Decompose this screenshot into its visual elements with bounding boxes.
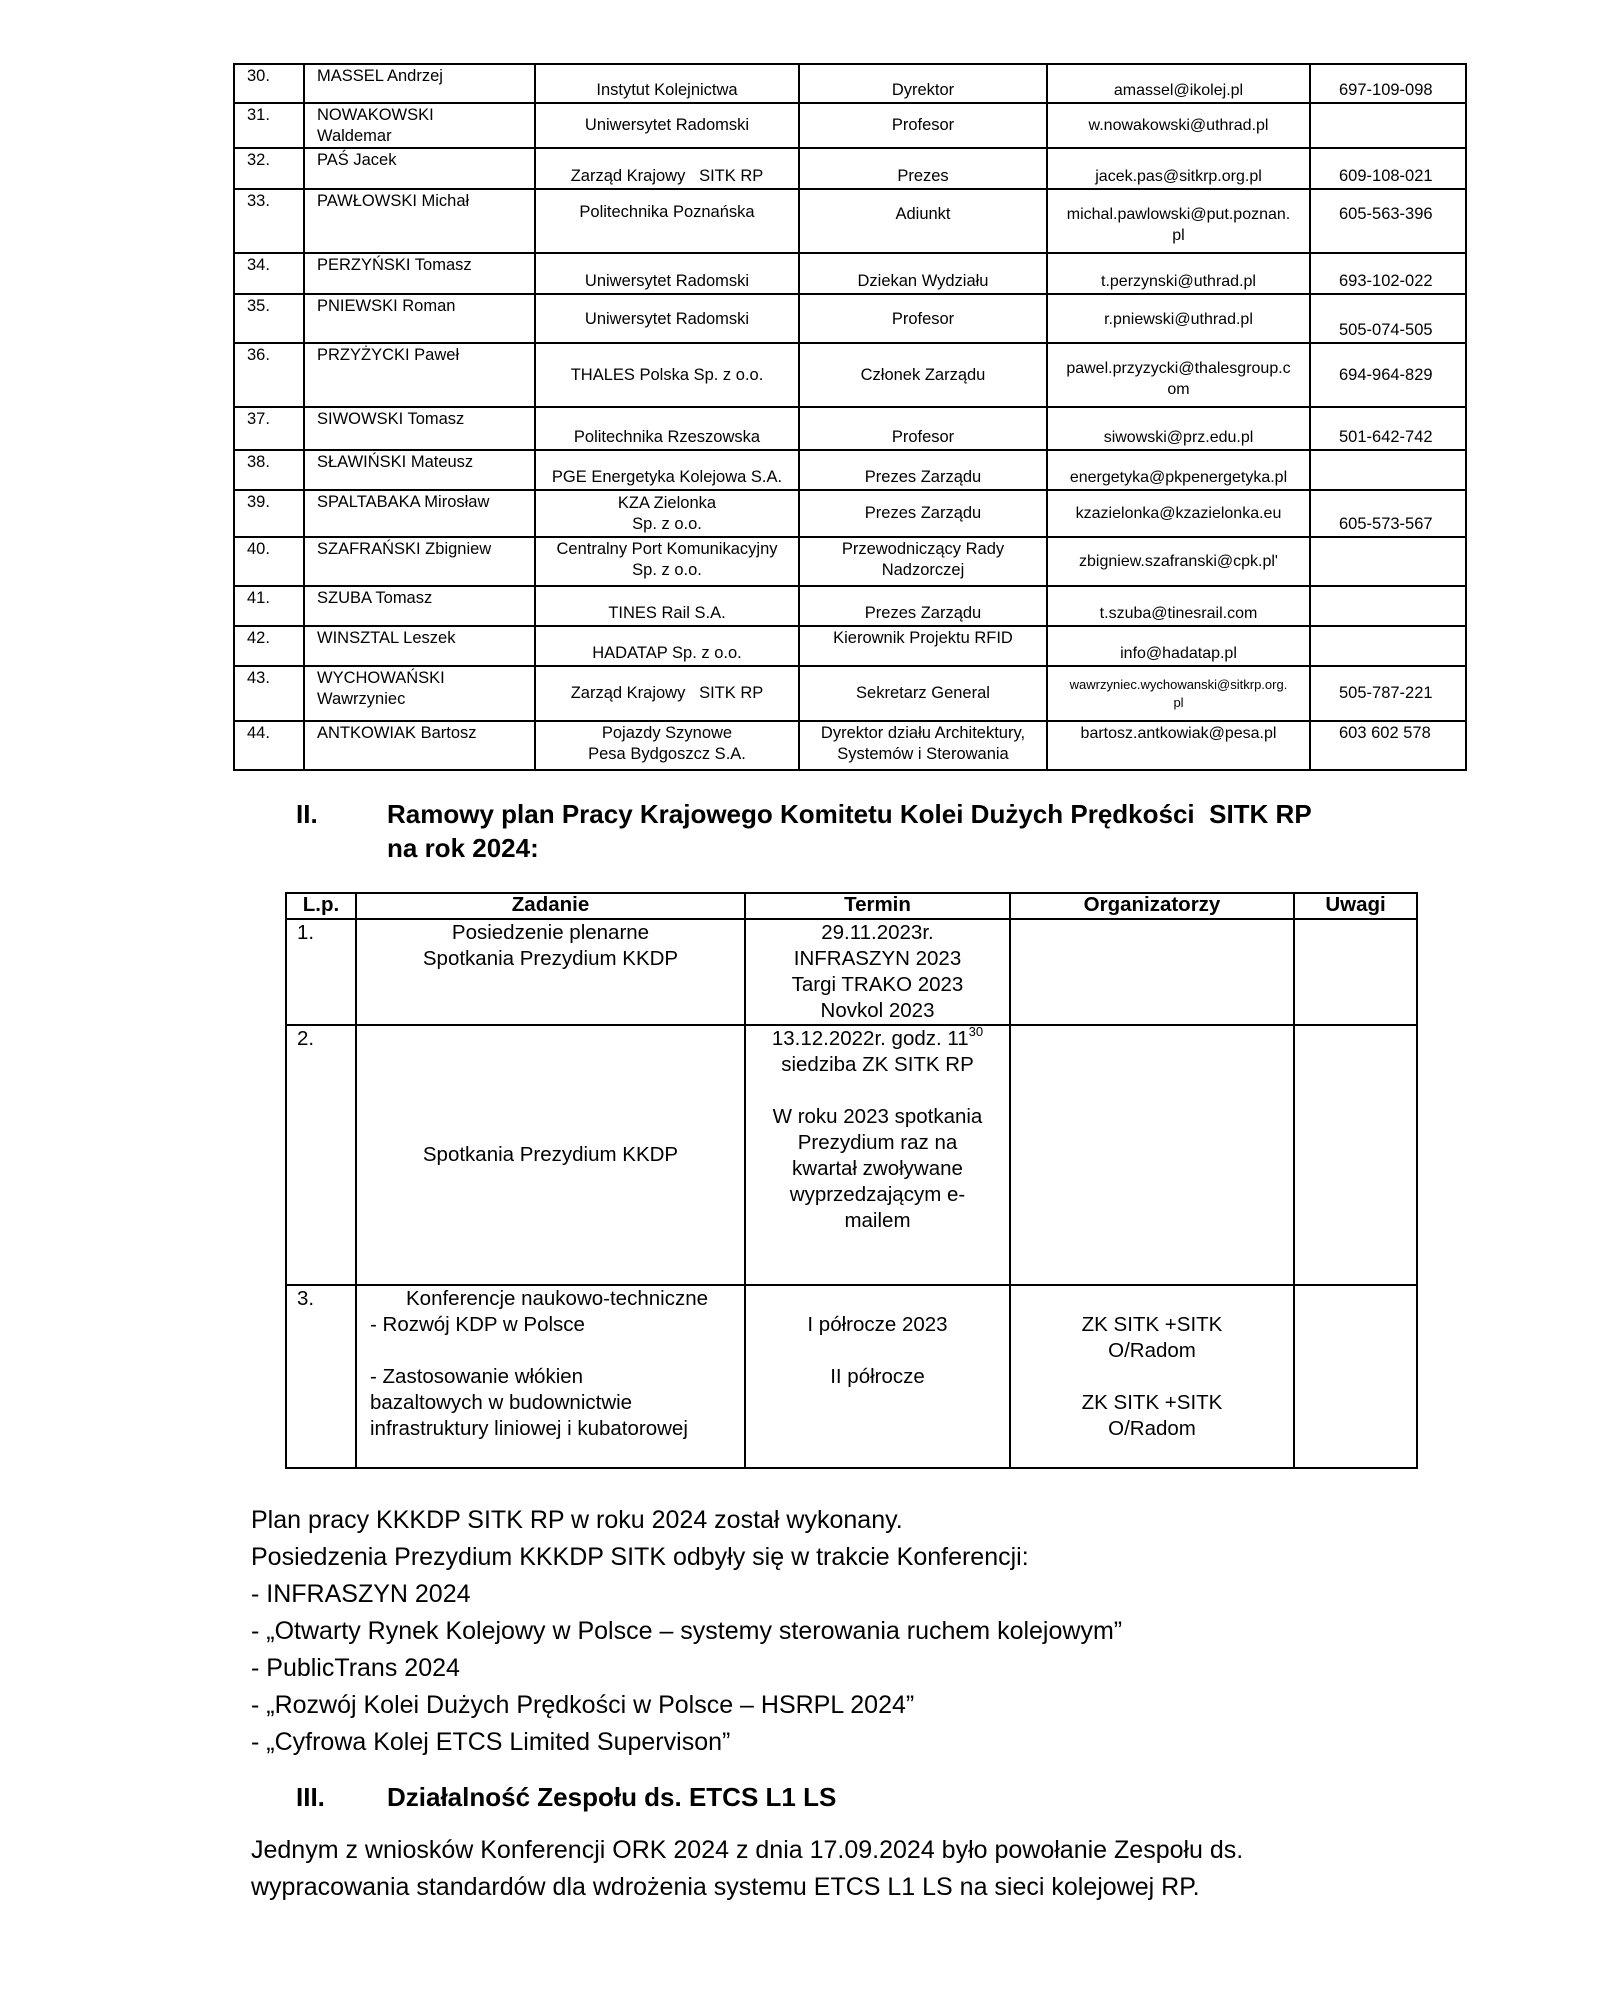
plan-term: 13.12.2022r. godz. $11^{30}$ siedziba ZK SITK RP W roku 2023 spotkania Prezydium raz na kwartał zwoływane wyprzedzającym e- mailem bbox=[745, 1025, 1010, 1285]
member-name: SPALTABAKA Mirosław bbox=[304, 490, 535, 537]
header-notes: Uwagi bbox=[1294, 893, 1417, 919]
member-organization: Uniwersytet Radomski bbox=[535, 294, 799, 343]
member-position: Przewodniczący Rady Nadzorczej bbox=[799, 537, 1047, 586]
summary-list-item: - PublicTrans 2024 bbox=[251, 1654, 460, 1682]
member-email: w.nowakowski@uthrad.pl bbox=[1047, 103, 1310, 148]
member-row bbox=[234, 490, 1466, 537]
section-title: Ramowy plan Pracy Krajowego Komitetu Kolei Dużych Prędkości SITK RP na rok 2024: bbox=[387, 799, 1312, 863]
final-paragraph bbox=[251, 1832, 1243, 1906]
member-position: Kierownik Projektu RFID bbox=[799, 626, 1047, 666]
summary-list-item: - „Otwarty Rynek Kolejowy w Polsce – systemy sterowania ruchem kolejowym” bbox=[251, 1617, 1123, 1645]
member-phone: 609-108-021 bbox=[1310, 148, 1466, 189]
member-number: 31. bbox=[234, 103, 304, 148]
member-name: PERZYŃSKI Tomasz bbox=[304, 253, 535, 294]
member-email: wawrzyniec.wychowanski@sitkrp.org. pl bbox=[1047, 666, 1310, 721]
member-phone: 603 602 578 bbox=[1310, 721, 1466, 770]
member-phone: 605-563-396 bbox=[1310, 189, 1466, 253]
member-name: SIWOWSKI Tomasz bbox=[304, 407, 535, 450]
member-phone bbox=[1310, 450, 1466, 490]
member-name: NOWAKOWSKI Waldemar bbox=[304, 103, 535, 148]
member-number: 38. bbox=[234, 450, 304, 490]
member-name: WYCHOWAŃSKI Wawrzyniec bbox=[304, 666, 535, 721]
member-email: t.szuba@tinesrail.com bbox=[1047, 586, 1310, 626]
member-organization: TINES Rail S.A. bbox=[535, 586, 799, 626]
plan-notes bbox=[1294, 919, 1417, 1025]
plan-summary bbox=[251, 1502, 1122, 1761]
member-number: 35. bbox=[234, 294, 304, 343]
member-organization: Zarząd Krajowy SITK RP bbox=[535, 148, 799, 189]
paragraph-line: wypracowania standardów dla wdrożenia systemu ETCS L1 LS na sieci kolejowej RP. bbox=[251, 1873, 1200, 1901]
member-organization: Centralny Port Komunikacyjny Sp. z o.o. bbox=[535, 537, 799, 586]
member-phone: 694-964-829 bbox=[1310, 343, 1466, 407]
member-name: MASSEL Andrzej bbox=[304, 64, 535, 103]
member-position: Dyrektor działu Architektury, Systemów i Sterowania bbox=[799, 721, 1047, 770]
work-plan-table bbox=[285, 892, 1418, 1469]
member-phone bbox=[1310, 103, 1466, 148]
member-phone: 501-642-742 bbox=[1310, 407, 1466, 450]
member-organization: Politechnika Poznańska bbox=[535, 189, 799, 253]
member-phone: 693-102-022 bbox=[1310, 253, 1466, 294]
member-position: Prezes Zarządu bbox=[799, 490, 1047, 537]
member-organization: Instytut Kolejnictwa bbox=[535, 64, 799, 103]
member-phone bbox=[1310, 537, 1466, 586]
member-number: 40. bbox=[234, 537, 304, 586]
plan-task: Konferencje naukowo-techniczne - Rozwój KDP w Polsce - Zastosowanie włókien bazaltowych w budownictwie infrastruktury liniowej i kubatorowej bbox=[356, 1285, 745, 1468]
member-number: 39. bbox=[234, 490, 304, 537]
summary-list-item: - „Cyfrowa Kolej ETCS Limited Supervison” bbox=[251, 1728, 731, 1756]
plan-task: Spotkania Prezydium KKDP bbox=[356, 1025, 745, 1285]
member-name: SŁAWIŃSKI Mateusz bbox=[304, 450, 535, 490]
plan-notes bbox=[1294, 1285, 1417, 1468]
member-number: 43. bbox=[234, 666, 304, 721]
plan-organizers bbox=[1010, 919, 1294, 1025]
member-position: Dziekan Wydziału bbox=[799, 253, 1047, 294]
member-name: PAŚ Jacek bbox=[304, 148, 535, 189]
member-organization: HADATAP Sp. z o.o. bbox=[535, 626, 799, 666]
header-organizers: Organizatorzy bbox=[1010, 893, 1294, 919]
member-name: PNIEWSKI Roman bbox=[304, 294, 535, 343]
member-phone: 697-109-098 bbox=[1310, 64, 1466, 103]
summary-line: Posiedzenia Prezydium KKKDP SITK odbyły się w trakcie Konferencji: bbox=[251, 1543, 1029, 1571]
member-row bbox=[234, 450, 1466, 490]
summary-list-item: - „Rozwój Kolei Dużych Prędkości w Polsce – HSRPL 2024” bbox=[251, 1691, 915, 1719]
plan-lp: 3. bbox=[286, 1285, 356, 1468]
member-email: amassel@ikolej.pl bbox=[1047, 64, 1310, 103]
member-organization: Zarząd Krajowy SITK RP bbox=[535, 666, 799, 721]
member-email: r.pniewski@uthrad.pl bbox=[1047, 294, 1310, 343]
member-organization: Uniwersytet Radomski bbox=[535, 103, 799, 148]
member-position: Profesor bbox=[799, 294, 1047, 343]
member-email: info@hadatap.pl bbox=[1047, 626, 1310, 666]
member-row bbox=[234, 586, 1466, 626]
member-email: michal.pawlowski@put.poznan. pl bbox=[1047, 189, 1310, 253]
member-position: Dyrektor bbox=[799, 64, 1047, 103]
plan-organizers: ZK SITK +SITK O/Radom ZK SITK +SITK O/Radom bbox=[1010, 1285, 1294, 1468]
section-title: Działalność Zespołu ds. ETCS L1 LS bbox=[387, 1782, 837, 1812]
member-row bbox=[234, 189, 1466, 253]
member-number: 41. bbox=[234, 586, 304, 626]
member-position: Prezes Zarządu bbox=[799, 450, 1047, 490]
section-3-heading bbox=[296, 1780, 1196, 1816]
plan-term: 29.11.2023r. INFRASZYN 2023 Targi TRAKO 2023 Novkol 2023 bbox=[745, 919, 1010, 1025]
plan-notes bbox=[1294, 1025, 1417, 1285]
member-position: Sekretarz General bbox=[799, 666, 1047, 721]
member-row bbox=[234, 253, 1466, 294]
plan-task: Posiedzenie plenarne Spotkania Prezydium KKDP bbox=[356, 919, 745, 1025]
member-phone: 605-573-567 bbox=[1310, 490, 1466, 537]
plan-lp: 1. bbox=[286, 919, 356, 1025]
member-name: SZAFRAŃSKI Zbigniew bbox=[304, 537, 535, 586]
header-task: Zadanie bbox=[356, 893, 745, 919]
member-name: WINSZTAL Leszek bbox=[304, 626, 535, 666]
member-organization: THALES Polska Sp. z o.o. bbox=[535, 343, 799, 407]
plan-row bbox=[286, 1025, 1417, 1285]
member-position: Prezes bbox=[799, 148, 1047, 189]
member-number: 44. bbox=[234, 721, 304, 770]
member-email: pawel.przyzycki@thalesgroup.c om bbox=[1047, 343, 1310, 407]
member-number: 37. bbox=[234, 407, 304, 450]
member-name: PRZYŻYCKI Paweł bbox=[304, 343, 535, 407]
member-position: Profesor bbox=[799, 407, 1047, 450]
member-email: jacek.pas@sitkrp.org.pl bbox=[1047, 148, 1310, 189]
member-row bbox=[234, 407, 1466, 450]
member-row bbox=[234, 537, 1466, 586]
section-number: II. bbox=[296, 799, 318, 829]
summary-line: Plan pracy KKKDP SITK RP w roku 2024 został wykonany. bbox=[251, 1506, 903, 1534]
member-row bbox=[234, 666, 1466, 721]
member-phone bbox=[1310, 586, 1466, 626]
member-organization: Pojazdy Szynowe Pesa Bydgoszcz S.A. bbox=[535, 721, 799, 770]
member-position: Profesor bbox=[799, 103, 1047, 148]
member-number: 33. bbox=[234, 189, 304, 253]
member-phone: 505-787-221 bbox=[1310, 666, 1466, 721]
member-row bbox=[234, 343, 1466, 407]
member-number: 42. bbox=[234, 626, 304, 666]
member-position: Członek Zarządu bbox=[799, 343, 1047, 407]
member-row bbox=[234, 626, 1466, 666]
header-term: Termin bbox=[745, 893, 1010, 919]
member-row bbox=[234, 294, 1466, 343]
member-number: 34. bbox=[234, 253, 304, 294]
member-row bbox=[234, 148, 1466, 189]
member-email: energetyka@pkpenergetyka.pl bbox=[1047, 450, 1310, 490]
member-position: Prezes Zarządu bbox=[799, 586, 1047, 626]
member-organization: PGE Energetyka Kolejowa S.A. bbox=[535, 450, 799, 490]
member-row bbox=[234, 103, 1466, 148]
section-2-heading bbox=[296, 797, 1396, 867]
members-table bbox=[233, 63, 1467, 771]
member-phone: 505-074-505 bbox=[1310, 294, 1466, 343]
member-email: kzazielonka@kzazielonka.eu bbox=[1047, 490, 1310, 537]
section-number: III. bbox=[296, 1782, 325, 1812]
plan-row bbox=[286, 1285, 1417, 1468]
member-row bbox=[234, 721, 1466, 770]
member-email: siwowski@prz.edu.pl bbox=[1047, 407, 1310, 450]
summary-list-item: - INFRASZYN 2024 bbox=[251, 1580, 471, 1608]
member-email: t.perzynski@uthrad.pl bbox=[1047, 253, 1310, 294]
member-organization: Politechnika Rzeszowska bbox=[535, 407, 799, 450]
member-phone bbox=[1310, 626, 1466, 666]
member-name: PAWŁOWSKI Michał bbox=[304, 189, 535, 253]
member-number: 32. bbox=[234, 148, 304, 189]
plan-header-row bbox=[286, 893, 1417, 919]
member-name: SZUBA Tomasz bbox=[304, 586, 535, 626]
member-number: 36. bbox=[234, 343, 304, 407]
plan-row bbox=[286, 919, 1417, 1025]
paragraph-line: Jednym z wniosków Konferencji ORK 2024 z dnia 17.09.2024 było powołanie Zespołu ds. bbox=[251, 1836, 1244, 1864]
member-email: zbigniew.szafranski@cpk.pl' bbox=[1047, 537, 1310, 586]
member-name: ANTKOWIAK Bartosz bbox=[304, 721, 535, 770]
member-row bbox=[234, 64, 1466, 103]
plan-term: I półrocze 2023 II półrocze bbox=[745, 1285, 1010, 1468]
member-organization: KZA Zielonka Sp. z o.o. bbox=[535, 490, 799, 537]
plan-organizers bbox=[1010, 1025, 1294, 1285]
member-number: 30. bbox=[234, 64, 304, 103]
member-position: Adiunkt bbox=[799, 189, 1047, 253]
member-organization: Uniwersytet Radomski bbox=[535, 253, 799, 294]
plan-lp: 2. bbox=[286, 1025, 356, 1285]
header-lp: L.p. bbox=[286, 893, 356, 919]
member-email: bartosz.antkowiak@pesa.pl bbox=[1047, 721, 1310, 770]
